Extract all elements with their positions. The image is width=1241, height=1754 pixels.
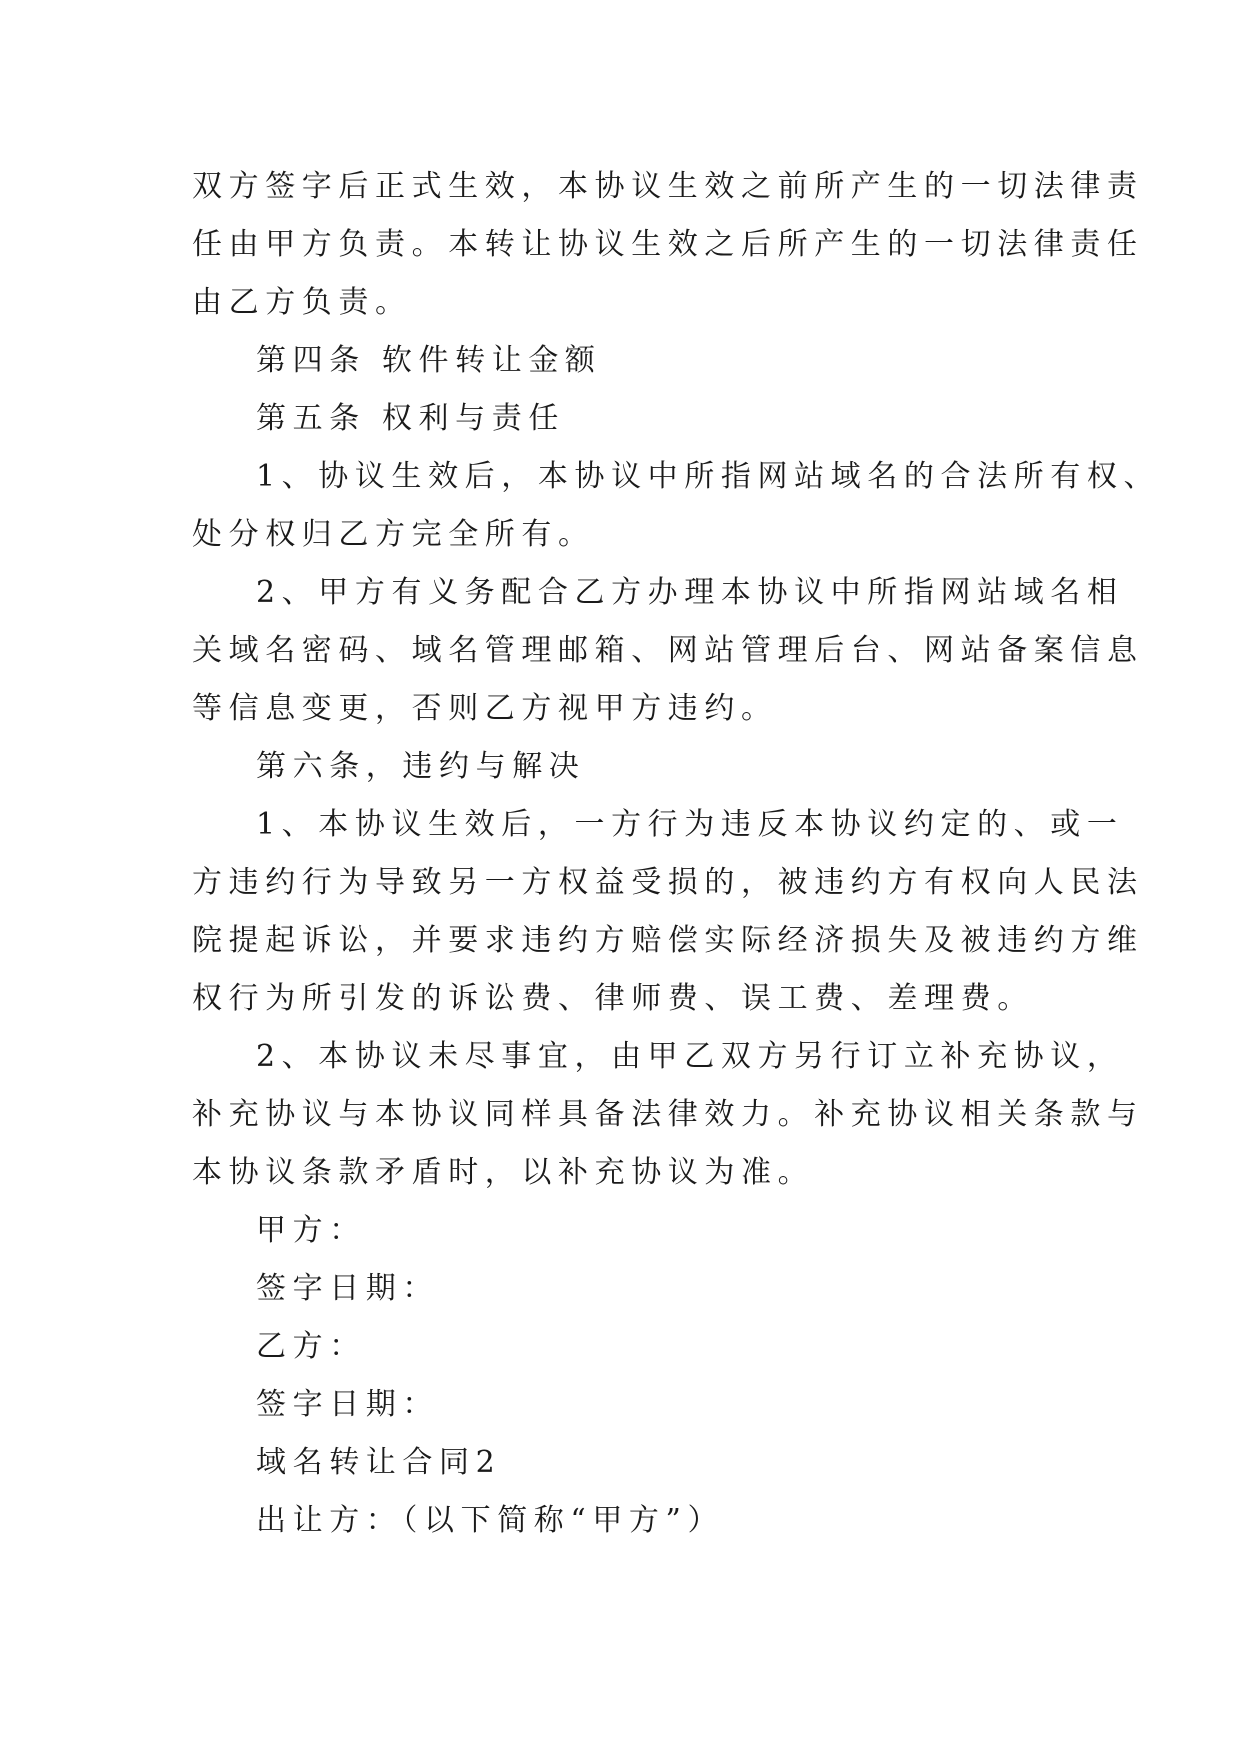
transferor-line: 出让方：（以下简称“甲方”） bbox=[256, 1503, 725, 1538]
party-a-label: 甲方： bbox=[256, 1213, 366, 1248]
party-b-label: 乙方： bbox=[256, 1329, 366, 1364]
contract-title: 域名转让合同2 bbox=[256, 1445, 502, 1480]
clause-line: 2、本协议未尽事宜，由甲乙双方另行订立补充协议， bbox=[256, 1039, 1124, 1074]
signing-date-label: 签字日期： bbox=[256, 1387, 439, 1422]
article-heading: 第五条 权利与责任 bbox=[256, 401, 565, 436]
body-text-line: 任由甲方负责。本转让协议生效之后所产生的一切法律责任 bbox=[192, 227, 1144, 262]
body-text-line: 等信息变更，否则乙方视甲方违约。 bbox=[192, 691, 778, 726]
article-heading: 第四条 软件转让金额 bbox=[256, 343, 602, 378]
article-heading: 第六条，违约与解决 bbox=[256, 749, 586, 784]
body-text-line: 关域名密码、域名管理邮箱、网站管理后台、网站备案信息 bbox=[192, 633, 1144, 668]
body-text-line: 本协议条款矛盾时，以补充协议为准。 bbox=[192, 1155, 815, 1190]
clause-line: 2、甲方有义务配合乙方办理本协议中所指网站域名相 bbox=[256, 575, 1124, 610]
clause-line: 1、协议生效后，本协议中所指网站域名的合法所有权、 bbox=[256, 459, 1161, 494]
signing-date-label: 签字日期： bbox=[256, 1271, 439, 1306]
body-text-line: 双方签字后正式生效，本协议生效之前所产生的一切法律责 bbox=[192, 169, 1144, 204]
body-text-line: 由乙方负责。 bbox=[192, 285, 412, 320]
body-text-line: 处分权归乙方完全所有。 bbox=[192, 517, 595, 552]
body-text-line: 院提起诉讼，并要求违约方赔偿实际经济损失及被违约方维 bbox=[192, 923, 1144, 958]
body-text-line: 方违约行为导致另一方权益受损的，被违约方有权向人民法 bbox=[192, 865, 1144, 900]
body-text-line: 权行为所引发的诉讼费、律师费、误工费、差理费。 bbox=[192, 981, 1034, 1016]
clause-line: 1、本协议生效后，一方行为违反本协议约定的、或一 bbox=[256, 807, 1124, 842]
body-text-line: 补充协议与本协议同样具备法律效力。补充协议相关条款与 bbox=[192, 1097, 1144, 1132]
